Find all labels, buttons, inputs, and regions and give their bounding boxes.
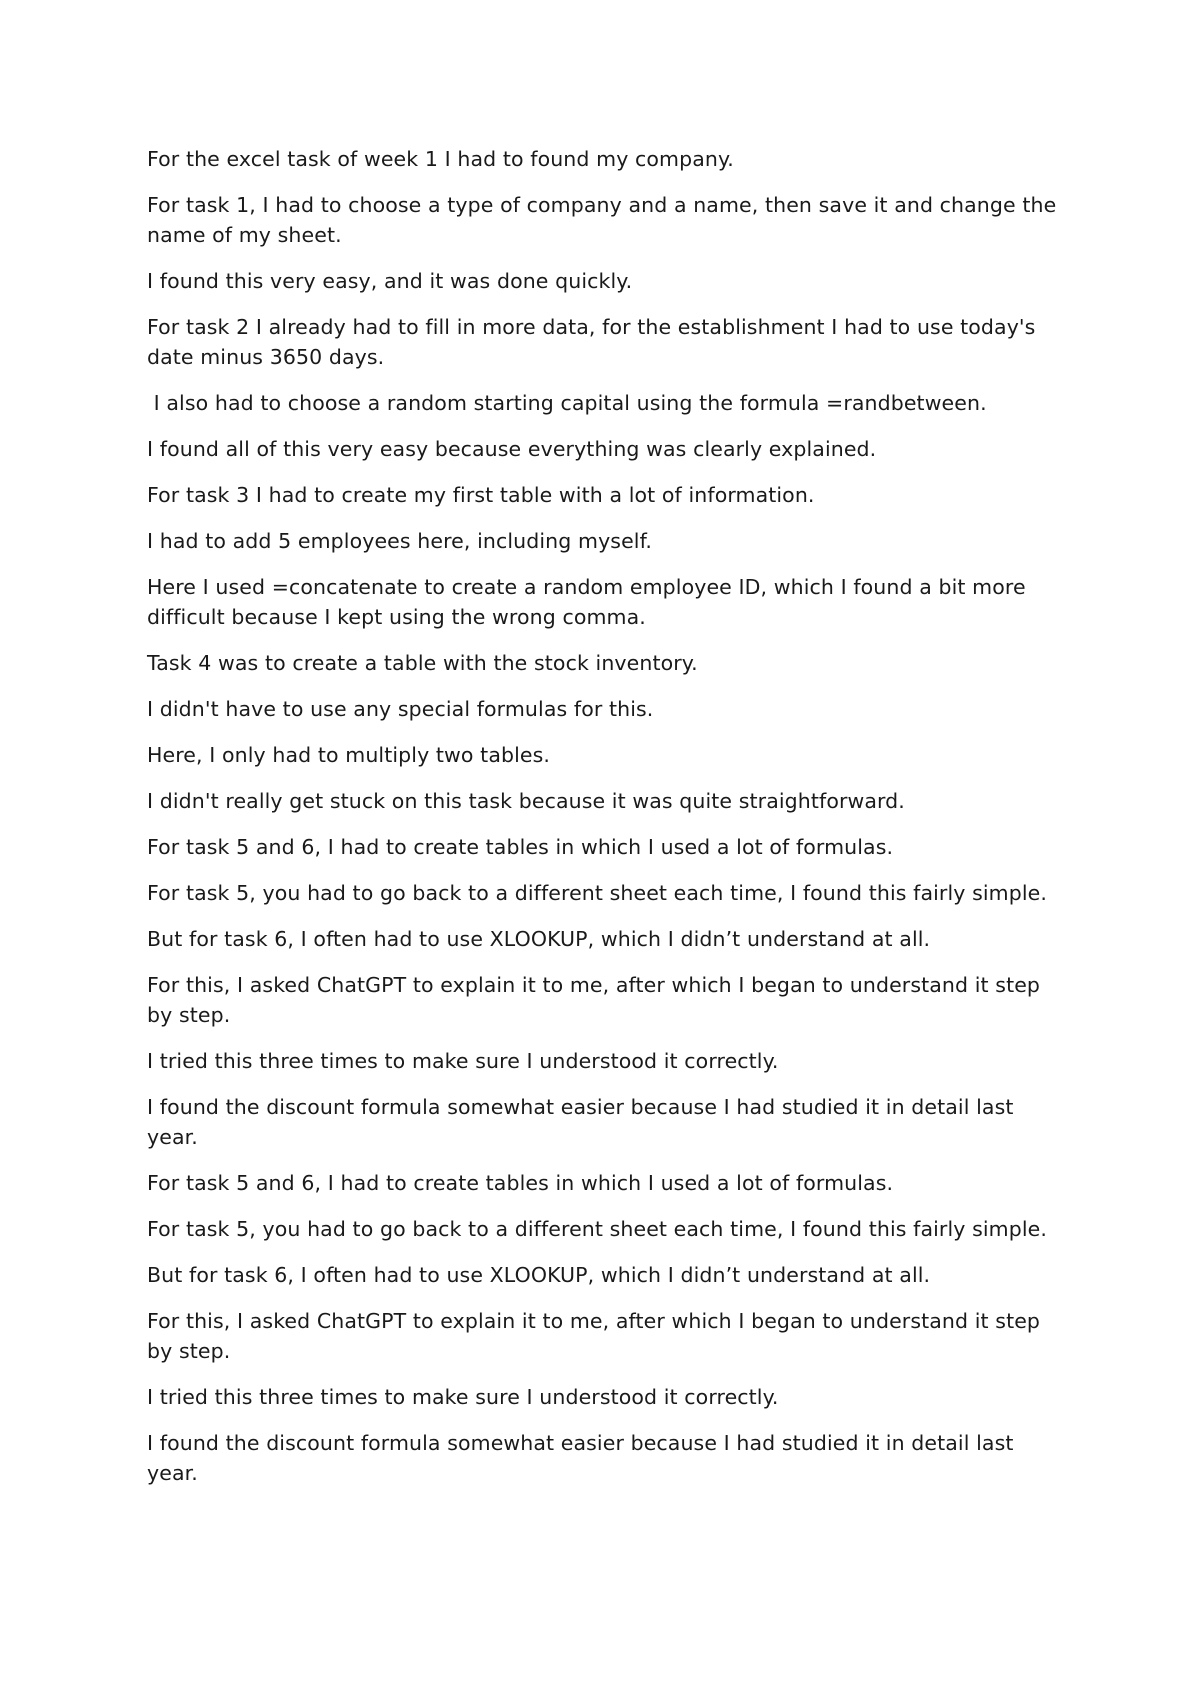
paragraph-10: Task 4 was to create a table with the stock inventory. [147,651,698,675]
paragraph-8: I had to add 5 employees here, including myself. [147,529,653,553]
paragraph-2: For task 1, I had to choose a type of company and a name, then save it and change the name of my sheet. [147,193,1063,247]
paragraph-3: I found this very easy, and it was done quickly. [147,269,633,293]
paragraph-13: I didn't really get stuck on this task because it was quite straightforward. [147,789,905,813]
paragraph-18: I tried this three times to make sure I understood it correctly. [147,1049,779,1073]
paragraph-24: I tried this three times to make sure I understood it correctly. [147,1385,779,1409]
paragraph-23: For this, I asked ChatGPT to explain it to me, after which I began to understand it step by step. [147,1309,1047,1363]
paragraph-9: Here I used =concatenate to create a random employee ID, which I found a bit more difficult because I kept using the wrong comma. [147,575,1033,629]
paragraph-20: For task 5 and 6, I had to create tables in which I used a lot of formulas. [147,1171,894,1195]
paragraph-6: I found all of this very easy because everything was clearly explained. [147,437,877,461]
paragraph-16: But for task 6, I often had to use XLOOKUP, which I didn’t understand at all. [147,927,931,951]
paragraph-12: Here, I only had to multiply two tables. [147,743,550,767]
paragraph-4: For task 2 I already had to fill in more data, for the establishment I had to use today's date minus 3650 days. [147,315,1043,369]
document-body [147,144,1067,1504]
paragraph-11: I didn't have to use any special formulas for this. [147,697,654,721]
paragraph-19: I found the discount formula somewhat easier because I had studied it in detail last year. [147,1095,1021,1149]
paragraph-15: For task 5, you had to go back to a different sheet each time, I found this fairly simple. [147,881,1047,905]
paragraph-5: I also had to choose a random starting capital using the formula =randbetween. [147,391,987,415]
paragraph-17: For this, I asked ChatGPT to explain it to me, after which I began to understand it step by step. [147,973,1047,1027]
paragraph-1: For the excel task of week 1 I had to found my company. [147,147,734,171]
paragraph-22: But for task 6, I often had to use XLOOKUP, which I didn’t understand at all. [147,1263,931,1287]
paragraph-7: For task 3 I had to create my first table with a lot of information. [147,483,815,507]
paragraph-21: For task 5, you had to go back to a different sheet each time, I found this fairly simple. [147,1217,1047,1241]
paragraph-14: For task 5 and 6, I had to create tables in which I used a lot of formulas. [147,835,894,859]
paragraph-25: I found the discount formula somewhat easier because I had studied it in detail last year. [147,1431,1021,1485]
